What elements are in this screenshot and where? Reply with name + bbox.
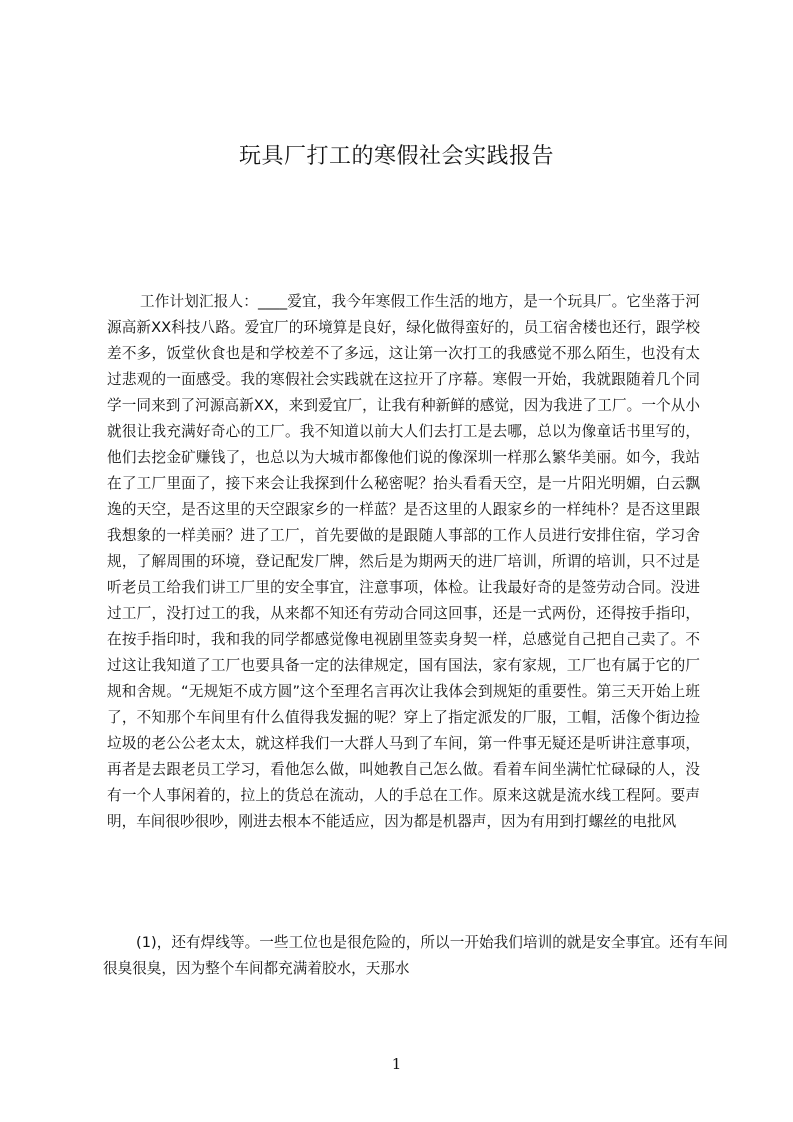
document-title: 玩具厂打工的寒假社会实践报告 (238, 144, 554, 169)
body-paragraph-1: 工作计划汇报人：____爱宜，我今年寒假工作生活的地方，是一个玩具厂。它坐落于河源高新XX科技八路。爱宜厂的环境算是良好，绿化做得蛮好的，员工宿舍楼也还行，跟学校差不多，饭堂伙食也是和学校差不了多远，这让第一次打工的我感觉不那么陌生，也没有太过悲观的一面感受。我的寒假社会实践就在这拉开了序幕。寒假一开始，我就跟随着几个同学一同来到了河源高新XX，来到爱宜厂，让我有种新鲜的感觉，因为我进了工厂。一个从小就很让我充满好奇心的工厂。我不知道以前大人们去打工是去哪，总以为像童话书里写的，他们去挖金矿赚钱了，也总以为大城市都像他们说的像深圳一样那么繁华美丽。如今，我站在了工厂里面了，接下来会让我探到什么秘密呢？抬头看看天空，是一片阳光明媚，白云飘逸的天空，是否这里的天空跟家乡的一样蓝？是否这里的人跟家乡的一样纯朴？是否这里跟我想象的一样美丽？进了工厂，首先要做的是跟随人事部的工作人员进行安排住宿，学习舍规，了解周围的环境，登记配发厂牌，然后是为期两天的进厂培训，所谓的培训，只不过是听老员工给我们讲工厂里的安全事宜，注意事项，体检。让我最好奇的是签劳动合同。没进过工厂，没打过工的我，从来都不知还有劳动合同这回事，还是一式两份，还得按手指印，在按手指印时，我和我的同学都感觉像电视剧里签卖身契一样，总感觉自己把自己卖了。不过这让我知道了工厂也要具备一定的法律规定，国有国法，家有家规，工厂也有属于它的厂规和舍规。“无规矩不成方圆”这个至理名言再次让我体会到规矩的重要性。第三天开始上班了，不知那个车间里有什么值得我发掘的呢？穿上了指定派发的厂服，工帽，活像个街边捡垃圾的老公公老太太，就这样我们一大群人马到了车间，第一件事无疑还是听讲注意事项，再者是去跟老员工学习，看他怎么做，叫她教自己怎么做。看着车间坐满忙忙碌碌的人，没有一个人事闲着的，拉上的货总在流动，人的手总在工作。原来这就是流水线工程阿。要声明，车间很吵很吵，刚进去根本不能适应，因为都是机器声，因为有用到打螺丝的电批风 (107, 293, 700, 830)
page-number: 1 (391, 1055, 402, 1073)
body-paragraph-2: (1)，还有焊线等。一些工位也是很危险的，所以一开始我们培训的就是安全事宜。还有车间很臭很臭，因为整个车间都充满着胶水，天那水 (103, 934, 728, 977)
